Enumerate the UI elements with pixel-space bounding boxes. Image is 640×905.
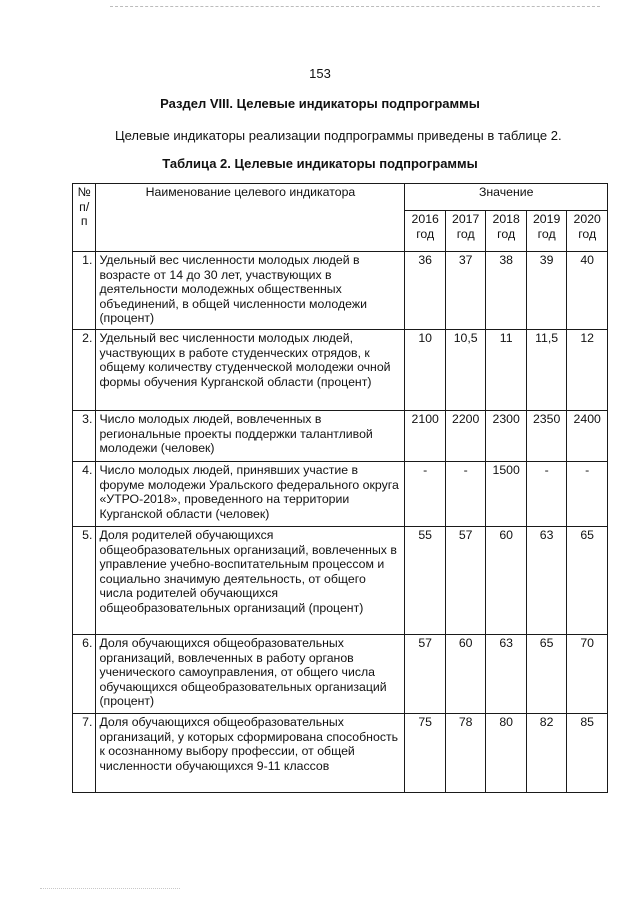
value-2020: 12 bbox=[567, 330, 608, 411]
value-2020: 70 bbox=[567, 635, 608, 714]
year-unit: год bbox=[578, 227, 597, 241]
row-number: 4. bbox=[73, 462, 96, 527]
indicator-name: Доля обучающихся общеобразовательных организаций, вовлеченных в работу органов ученического самоуправления, от общего числа обучающихся общеобразовательных организаций (процент) bbox=[96, 635, 405, 714]
indicators-table bbox=[72, 183, 608, 793]
table-row bbox=[73, 527, 608, 635]
year-label: 2018 bbox=[492, 212, 520, 226]
value-2017: 60 bbox=[445, 635, 485, 714]
table-row bbox=[73, 330, 608, 411]
year-unit: год bbox=[537, 227, 556, 241]
section-title: Раздел VIII. Целевые индикаторы подпрограммы bbox=[160, 96, 480, 111]
table-row bbox=[73, 714, 608, 793]
year-unit: год bbox=[416, 227, 435, 241]
value-2017: 37 bbox=[445, 252, 485, 330]
value-2017: 57 bbox=[445, 527, 485, 635]
row-number: 2. bbox=[73, 330, 96, 411]
value-2016: 2100 bbox=[405, 411, 445, 462]
value-2017: 10,5 bbox=[445, 330, 485, 411]
value-2018: 80 bbox=[486, 714, 526, 793]
value-2017: - bbox=[445, 462, 485, 527]
header-year-2016 bbox=[405, 211, 445, 252]
value-2018: 2300 bbox=[486, 411, 526, 462]
header-year-2018 bbox=[486, 211, 526, 252]
value-2020: 85 bbox=[567, 714, 608, 793]
table-row bbox=[73, 411, 608, 462]
header-number-symbol: № bbox=[77, 185, 91, 199]
value-2019: 65 bbox=[526, 635, 566, 714]
scan-artifact-bottom bbox=[40, 888, 180, 891]
table-row bbox=[73, 462, 608, 527]
value-2017: 2200 bbox=[445, 411, 485, 462]
value-2018: 60 bbox=[486, 527, 526, 635]
value-2016: 10 bbox=[405, 330, 445, 411]
header-name-cell: Наименование целевого индикатора bbox=[96, 184, 405, 252]
value-2018: 38 bbox=[486, 252, 526, 330]
row-number: 6. bbox=[73, 635, 96, 714]
value-2019: 39 bbox=[526, 252, 566, 330]
value-2020: - bbox=[567, 462, 608, 527]
indicator-name: Число молодых людей, принявших участие в форуме молодежи Уральского федерального округа «УТРО-2018», проведенного на территории Курганской области (человек) bbox=[96, 462, 405, 527]
indicator-name: Доля родителей обучающихся общеобразовательных организаций, вовлеченных в управление учебно-воспитательным процессом и социально значимую деятельность, от общего числа родителей обучающихся общеобразовательных организаций (процент) bbox=[96, 527, 405, 635]
value-2019: 2350 bbox=[526, 411, 566, 462]
header-number-abbr: п/п bbox=[79, 199, 90, 228]
row-number: 5. bbox=[73, 527, 96, 635]
intro-text: Целевые индикаторы реализации подпрограммы приведены в таблице 2. bbox=[115, 128, 562, 143]
value-2016: 55 bbox=[405, 527, 445, 635]
value-2019: 63 bbox=[526, 527, 566, 635]
table-row bbox=[73, 635, 608, 714]
table-title: Таблица 2. Целевые индикаторы подпрограммы bbox=[162, 156, 478, 171]
value-2019: 82 bbox=[526, 714, 566, 793]
value-2019: 11,5 bbox=[526, 330, 566, 411]
value-2016: - bbox=[405, 462, 445, 527]
indicator-name: Удельный вес численности молодых людей в возрасте от 14 до 30 лет, участвующих в деятельности молодежных общественных объединений, в общей численности молодежи (процент) bbox=[96, 252, 405, 330]
header-year-2017 bbox=[445, 211, 485, 252]
value-2019: - bbox=[526, 462, 566, 527]
value-2018: 11 bbox=[486, 330, 526, 411]
year-label: 2016 bbox=[411, 212, 439, 226]
scan-artifact-line bbox=[110, 6, 600, 9]
value-2017: 78 bbox=[445, 714, 485, 793]
header-value-cell: Значение bbox=[405, 184, 608, 211]
indicator-name: Число молодых людей, вовлеченных в региональные проекты поддержки талантливой молодежи (человек) bbox=[96, 411, 405, 462]
row-number: 7. bbox=[73, 714, 96, 793]
value-2016: 36 bbox=[405, 252, 445, 330]
year-label: 2020 bbox=[573, 212, 601, 226]
table-header-row bbox=[73, 184, 608, 211]
header-number-cell bbox=[73, 184, 96, 252]
indicator-name: Доля обучающихся общеобразовательных организаций, у которых сформирована способность к осознанному выбору профессии, от общей численности обучающихся 9-11 классов bbox=[96, 714, 405, 793]
row-number: 1. bbox=[73, 252, 96, 330]
value-2020: 65 bbox=[567, 527, 608, 635]
row-number: 3. bbox=[73, 411, 96, 462]
header-year-2020 bbox=[567, 211, 608, 252]
value-2016: 75 bbox=[405, 714, 445, 793]
page-number: 153 bbox=[309, 66, 331, 81]
value-2018: 63 bbox=[486, 635, 526, 714]
year-label: 2017 bbox=[452, 212, 480, 226]
value-2018: 1500 bbox=[486, 462, 526, 527]
year-label: 2019 bbox=[532, 212, 561, 226]
value-2016: 57 bbox=[405, 635, 445, 714]
year-unit: год bbox=[497, 227, 516, 241]
table-row bbox=[73, 252, 608, 330]
indicator-name: Удельный вес численности молодых людей, участвующих в работе студенческих отрядов, к общему количеству студенческой молодежи очной формы обучения Курганской области (процент) bbox=[96, 330, 405, 411]
value-2020: 2400 bbox=[567, 411, 608, 462]
year-unit: год bbox=[456, 227, 475, 241]
value-2020: 40 bbox=[567, 252, 608, 330]
header-year-2019 bbox=[526, 211, 566, 252]
